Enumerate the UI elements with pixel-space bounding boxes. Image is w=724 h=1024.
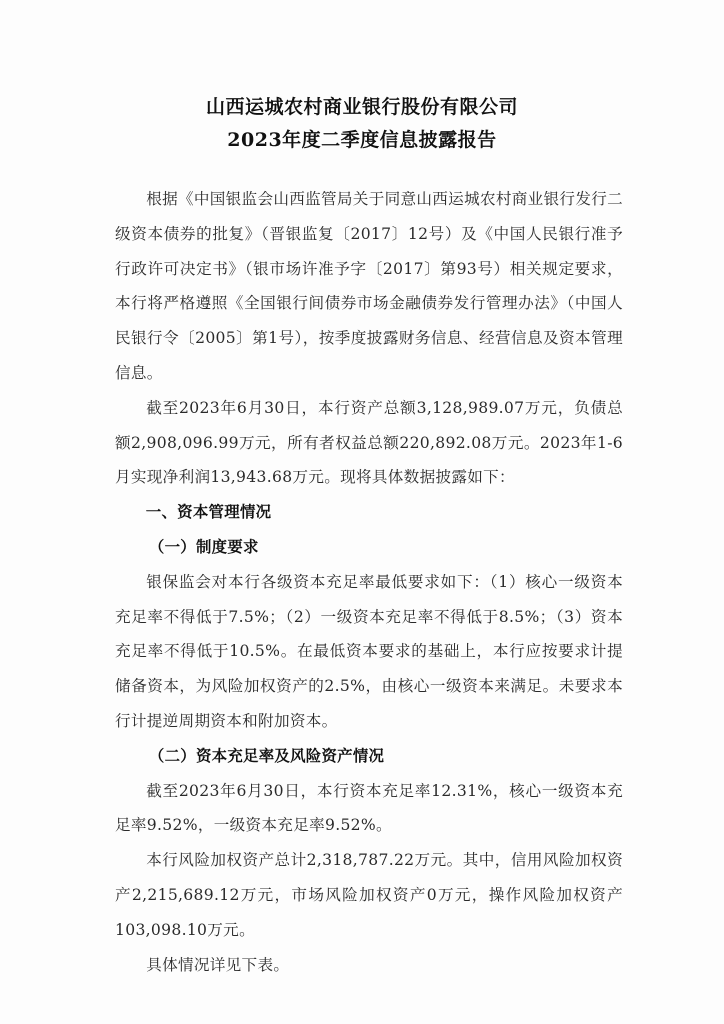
capital-adequacy-paragraph: 截至2023年6月30日，本行资本充足率12.31%，核心一级资本充足率9.52%，一级资本充足率9.52%。 (115, 781, 623, 835)
table-reference-paragraph: 具体情况详见下表。 (146, 955, 290, 974)
risk-weighted-assets-paragraph: 本行风险加权资产总计2,318,787.22万元。其中，信用风险加权资产2,215,689.12万元，市场风险加权资产0万元，操作风险加权资产103,098.10万元。 (115, 851, 623, 939)
subsection-heading-capital-adequacy: （二）资本充足率及风险资产情况 (148, 746, 385, 765)
document-title: 山西运城农村商业银行股份有限公司 (205, 96, 518, 118)
section-heading-capital-management: 一、资本管理情况 (145, 503, 272, 522)
summary-paragraph: 截至2023年6月30日，本行资产总额3,128,989.07万元，负债总额2,908,096.99万元，所有者权益总额220,892.08万元。2023年1-6月实现净利润13,943.68万元。现将具体数据披露如下： (115, 398, 623, 487)
requirements-paragraph: 银保监会对本行各级资本充足率最低要求如下：（1）核心一级资本充足率不得低于7.5%；（2）一级资本充足率不得低于8.5%；（3）资本充足率不得低于10.5%。在最低资本要求的基础上，本行应按要求计提储备资本，为风险加权资产的2.5%，由核心一级资本来满足。未要求本行计提逆周期资本和附加资本。 (115, 572, 623, 730)
document-subtitle: 2023年度二季度信息披露报告 (227, 129, 497, 151)
intro-paragraph: 根据《中国银监会山西监管局关于同意山西运城农村商业银行发行二级资本债券的批复》（晋银监复〔2017〕12号）及《中国人民银行准予行政许可决定书》（银市场许准予字〔2017〕第93号）相关规定要求，本行将严格遵照《全国银行间债券市场金融债券发行管理办法》（中国人民银行令〔2005〕第1号），按季度披露财务信息、经营信息及资本管理信息。 (115, 190, 624, 382)
document-body (115, 182, 623, 982)
subsection-heading-requirements: （一）制度要求 (148, 537, 259, 556)
